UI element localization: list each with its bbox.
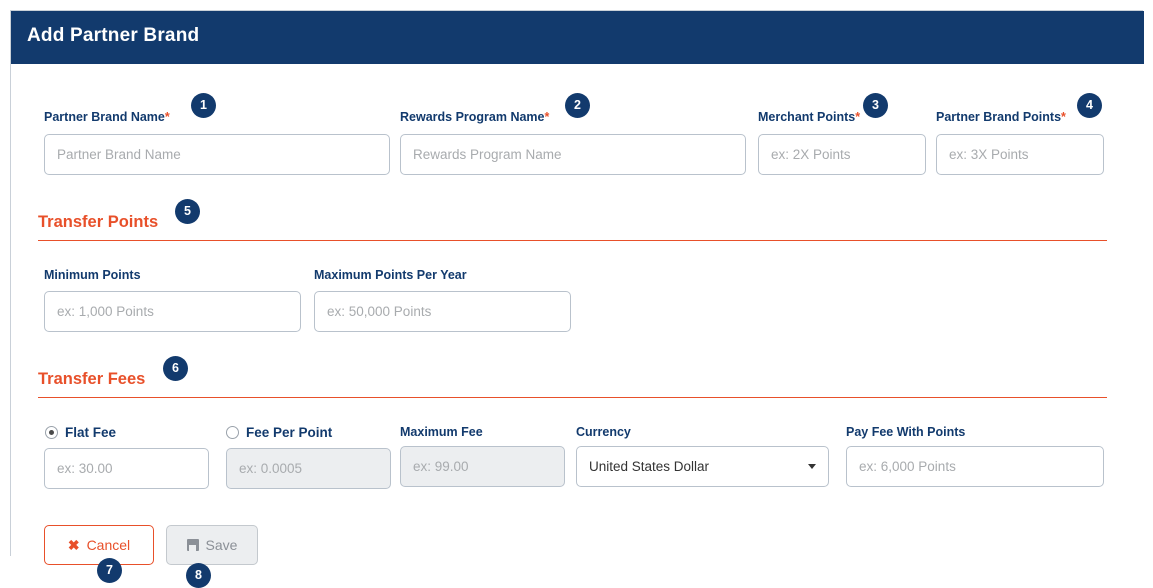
transfer-points-divider: [38, 240, 1107, 241]
merchant-points-input[interactable]: [758, 134, 926, 175]
maximum-fee-input[interactable]: [400, 446, 565, 487]
fee-per-point-radio-option[interactable]: [226, 425, 332, 440]
flat-fee-radio[interactable]: [45, 426, 58, 439]
fee-per-point-radio[interactable]: [226, 426, 239, 439]
maximum-points-per-year-input[interactable]: [314, 291, 571, 332]
annotation-badge-5: 5: [175, 199, 200, 224]
minimum-points-label: Minimum Points: [44, 268, 141, 282]
chevron-down-icon: [808, 464, 816, 469]
annotation-badge-3: 3: [863, 93, 888, 118]
currency-select[interactable]: [576, 446, 829, 487]
dialog-titlebar: [11, 11, 1144, 64]
rewards-program-name-input[interactable]: [400, 134, 746, 175]
partner-brand-name-label: Partner Brand Name*: [44, 110, 170, 124]
partner-brand-name-input[interactable]: [44, 134, 390, 175]
partner-brand-points-input[interactable]: [936, 134, 1104, 175]
close-icon: ✖: [67, 536, 80, 553]
maximum-fee-label: Maximum Fee: [400, 425, 483, 439]
currency-selected-value: United States Dollar: [589, 459, 710, 474]
maximum-points-per-year-label: Maximum Points Per Year: [314, 268, 467, 282]
cancel-button-label: Cancel: [86, 537, 131, 553]
add-partner-brand-card: [10, 10, 1143, 556]
rewards-program-name-label: Rewards Program Name*: [400, 110, 550, 124]
flat-fee-label: Flat Fee: [65, 425, 117, 440]
form-body: [11, 64, 1144, 556]
fee-per-point-label: Fee Per Point: [246, 425, 333, 440]
save-button[interactable]: [166, 525, 258, 565]
transfer-points-heading: Transfer Points: [38, 213, 159, 231]
flat-fee-input[interactable]: [44, 448, 209, 489]
cancel-button[interactable]: [44, 525, 154, 565]
save-button-label: Save: [205, 537, 238, 553]
pay-fee-with-points-input[interactable]: [846, 446, 1104, 487]
fee-per-point-input[interactable]: [226, 448, 391, 489]
transfer-fees-heading: Transfer Fees: [38, 370, 146, 388]
merchant-points-label: Merchant Points*: [758, 110, 861, 124]
annotation-badge-8: 8: [186, 563, 211, 588]
transfer-fees-divider: [38, 397, 1107, 398]
annotation-badge-4: 4: [1077, 93, 1102, 118]
annotation-badge-6: 6: [163, 356, 188, 381]
currency-label: Currency: [576, 425, 631, 439]
annotation-badge-7: 7: [97, 558, 122, 583]
flat-fee-radio-option[interactable]: [45, 425, 116, 440]
floppy-disk-icon: [187, 539, 199, 551]
page-title: Add Partner Brand: [27, 25, 200, 46]
minimum-points-input[interactable]: [44, 291, 301, 332]
annotation-badge-1: 1: [191, 93, 216, 118]
annotation-badge-2: 2: [565, 93, 590, 118]
pay-fee-with-points-label: Pay Fee With Points: [846, 425, 966, 439]
partner-brand-points-label: Partner Brand Points*: [936, 110, 1066, 124]
